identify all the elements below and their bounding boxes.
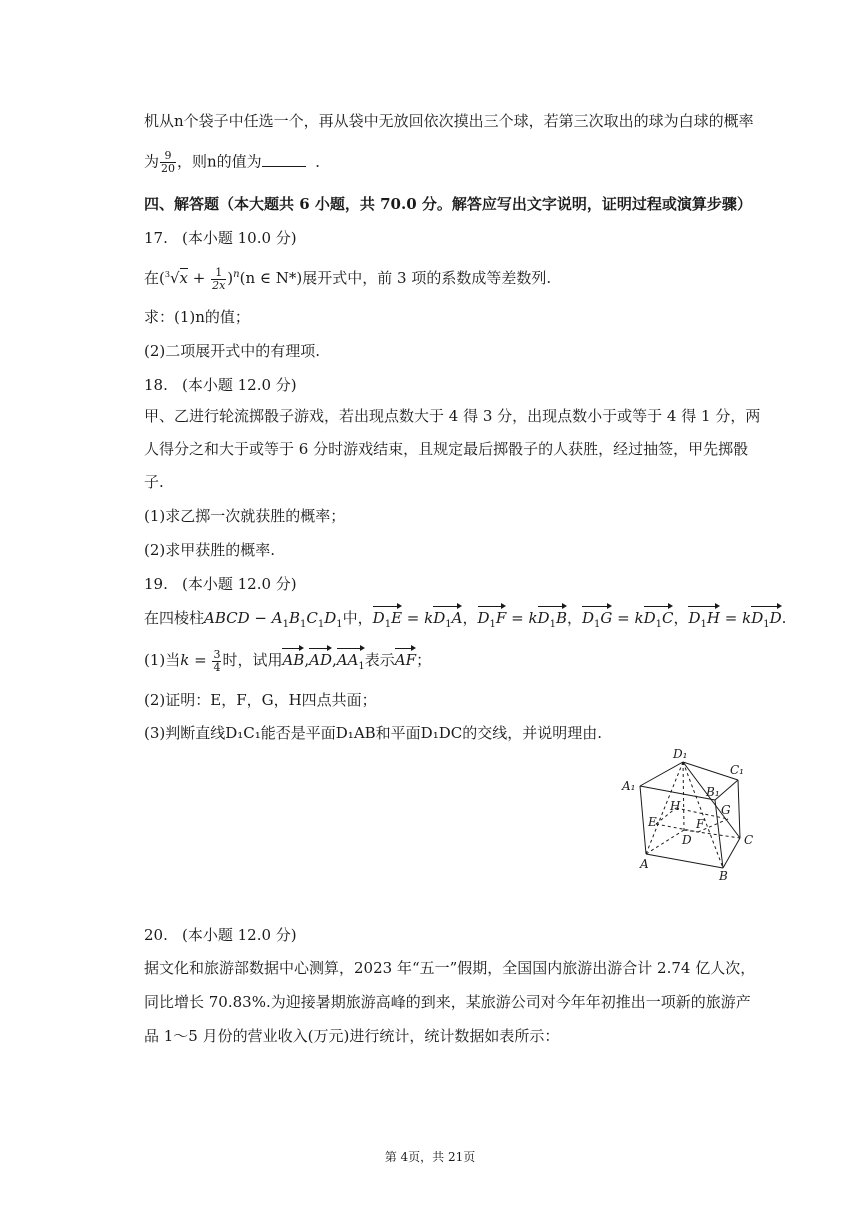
q20-line3: 品 1～5 月份的营业收入(万元)进行统计，统计数据如表所示：	[144, 1027, 560, 1045]
label-A: A	[640, 857, 649, 871]
q20-header: 20. (本小题 12.0 分)	[144, 926, 297, 944]
q18-line2: 人得分之和大于或等于 6 分时游戏结束，且规定最后掷骰子的人获胜，经过抽签，甲先掷骰	[144, 440, 749, 458]
fraction-9-20: $\frac{9}{20}$	[161, 149, 176, 175]
label-F: F	[696, 817, 705, 831]
q20-line1: 据文化和旅游部数据中心测算，2023 年“五一”假期，全国国内旅游出游合计 2.74 亿人次，	[144, 959, 756, 977]
prism-figure	[618, 742, 768, 882]
cube-root-x: $^3$√x	[164, 269, 188, 287]
fraction-1-2x: $\frac{1}{2x}$	[212, 265, 226, 292]
label-B: B	[719, 869, 728, 882]
q16-line2: 为 $\frac{9}{20}$ ，则n的值为 ．	[144, 149, 331, 175]
q17-line3: (2)二项展开式中的有理项.	[144, 342, 321, 360]
label-C: C	[744, 833, 754, 847]
label-A1: A₁	[622, 779, 636, 793]
q18-line3: 子.	[144, 473, 164, 491]
label-D1: D₁	[673, 747, 688, 761]
q20-line2: 同比增长 70.83%.为迎接暑期旅游高峰的到来，某旅游公司对今年年初推出一项新的旅游产	[144, 993, 751, 1011]
q19-line4: (3)判断直线D₁C₁能否是平面D₁AB和平面D₁DC的交线，并说明理由.	[144, 724, 602, 742]
q18-header: 18. (本小题 12.0 分)	[144, 376, 297, 394]
label-D: D	[682, 833, 692, 847]
q18-line1: 甲、乙进行轮流掷骰子游戏，若出现点数大于 4 得 3 分，出现点数小于或等于 4 得 1 分，两	[144, 407, 761, 425]
page-footer: 第 4页，共 21页	[384, 1150, 476, 1164]
q19-line3: (2)证明：E，F，G，H四点共面；	[144, 691, 377, 709]
q18-line4: (1)求乙掷一次就获胜的概率；	[144, 507, 346, 525]
q17-line1: 在($^3$√x + $\frac{1}{2x}$ )$^n$(n ∈ N*)展开式中，前 3 项的系数成等差数列.	[144, 265, 552, 292]
label-B1: B₁	[706, 785, 720, 799]
label-H: H	[670, 799, 681, 813]
label-E: E	[648, 815, 657, 829]
q19-line2: (1)当k = $\frac{3}{4}$ 时，试用$AB,AD,AA_1$表示AF；	[144, 647, 431, 678]
label-C1: C₁	[730, 763, 744, 777]
q19-line1: 在四棱柱ABCD − $A_1B_1C_1D_1$中，$D_1E = kD_1A$，$D_1F = kD_1B$，$D_1G = kD_1C$，$D_1H = kD_1D$.	[144, 605, 786, 636]
q16-line1: 机从n个袋子中任选一个，再从袋中无放回依次摸出三个球，若第三次取出的球为白球的概率	[144, 112, 754, 130]
q17-line2: 求：(1)n的值；	[144, 308, 250, 326]
q17-header: 17. (本小题 10.0 分)	[144, 229, 297, 247]
q18-line5: (2)求甲获胜的概率.	[144, 541, 276, 559]
section-heading: 四、解答题（本大题共 6 小题，共 70.0 分。解答应写出文字说明，证明过程或演算步骤）	[144, 195, 752, 213]
q19-header: 19. (本小题 12.0 分)	[144, 575, 297, 593]
label-G: G	[721, 803, 731, 817]
answer-blank[interactable]	[262, 152, 306, 167]
fraction-3-4: $\frac{3}{4}$	[213, 647, 221, 674]
